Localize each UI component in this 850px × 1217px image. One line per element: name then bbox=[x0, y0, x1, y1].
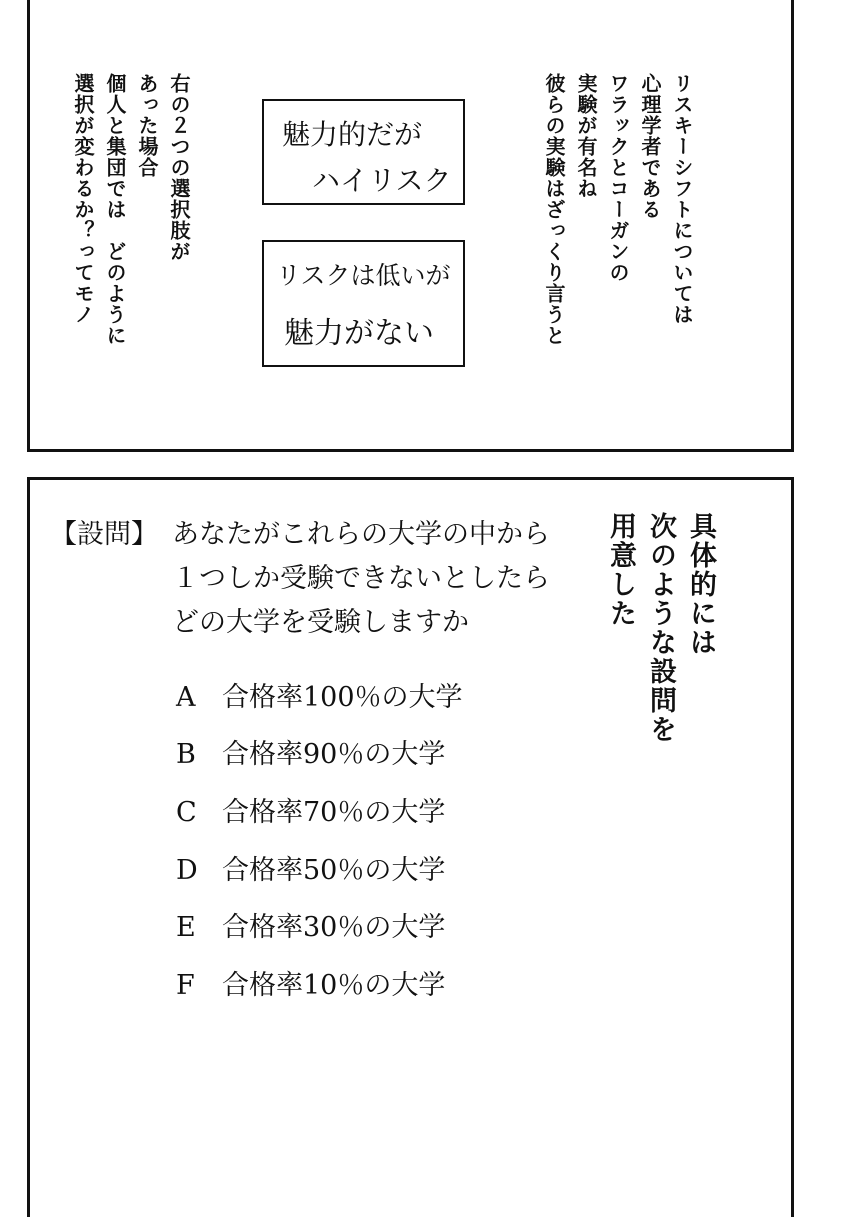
option-e bbox=[176, 905, 445, 944]
bottom-narration-col-1: 具体的には bbox=[685, 512, 716, 657]
option-text: 合格率50％の大学 bbox=[222, 855, 446, 886]
low-risk-line2: 魅力がない bbox=[284, 316, 434, 351]
option-a bbox=[176, 675, 463, 714]
high-risk-line1: 魅力的だが bbox=[282, 118, 423, 151]
question-line-1: あなたがこれらの大学の中から bbox=[172, 519, 550, 550]
option-letter: A bbox=[176, 682, 196, 713]
narration-left-col-2: あった場合 bbox=[135, 73, 159, 178]
high-risk-choice-box bbox=[262, 99, 465, 205]
option-letter: F bbox=[176, 970, 195, 1001]
option-letter: E bbox=[176, 912, 196, 943]
low-risk-choice-box bbox=[262, 240, 465, 367]
option-text: 合格率10％の大学 bbox=[222, 970, 446, 1001]
narration-left-col-1: 右の２つの選択肢が bbox=[167, 73, 191, 262]
option-text: 合格率30％の大学 bbox=[222, 912, 446, 943]
option-text: 合格率70％の大学 bbox=[222, 797, 446, 828]
option-f bbox=[176, 963, 445, 1002]
option-c bbox=[176, 790, 445, 829]
option-d bbox=[176, 848, 445, 887]
option-text: 合格率100％の大学 bbox=[222, 682, 463, 713]
question-label: 【設問】 bbox=[50, 519, 158, 550]
high-risk-line2: ハイリスク bbox=[312, 164, 452, 197]
option-letter: C bbox=[176, 797, 197, 828]
narration-left-col-4: 選択が変わるか？ってモノ bbox=[71, 73, 95, 325]
option-letter: B bbox=[176, 739, 196, 770]
question-line-2: １つしか受験できないとしたら bbox=[172, 563, 550, 594]
bottom-narration-col-2: 次のような設問を bbox=[645, 512, 676, 744]
narration-right-col-1: リスキーシフトについては bbox=[670, 73, 694, 325]
option-b bbox=[176, 732, 445, 771]
option-letter: D bbox=[176, 855, 198, 886]
question-line-3: どの大学を受験しますか bbox=[172, 607, 469, 638]
narration-right-col-4: 実験が有名ね bbox=[574, 73, 598, 199]
narration-right-col-2: 心理学者である bbox=[638, 73, 662, 220]
narration-right-col-3: ワラックとコーガンの bbox=[606, 73, 630, 283]
narration-left-col-3: 個人と集団では どのように bbox=[103, 73, 127, 346]
option-text: 合格率90％の大学 bbox=[222, 739, 446, 770]
bottom-narration-col-3: 用意した bbox=[605, 512, 636, 628]
narration-right-col-5: 彼らの実験はざっくり言うと bbox=[542, 73, 566, 346]
low-risk-line1: リスクは低いが bbox=[276, 261, 451, 290]
